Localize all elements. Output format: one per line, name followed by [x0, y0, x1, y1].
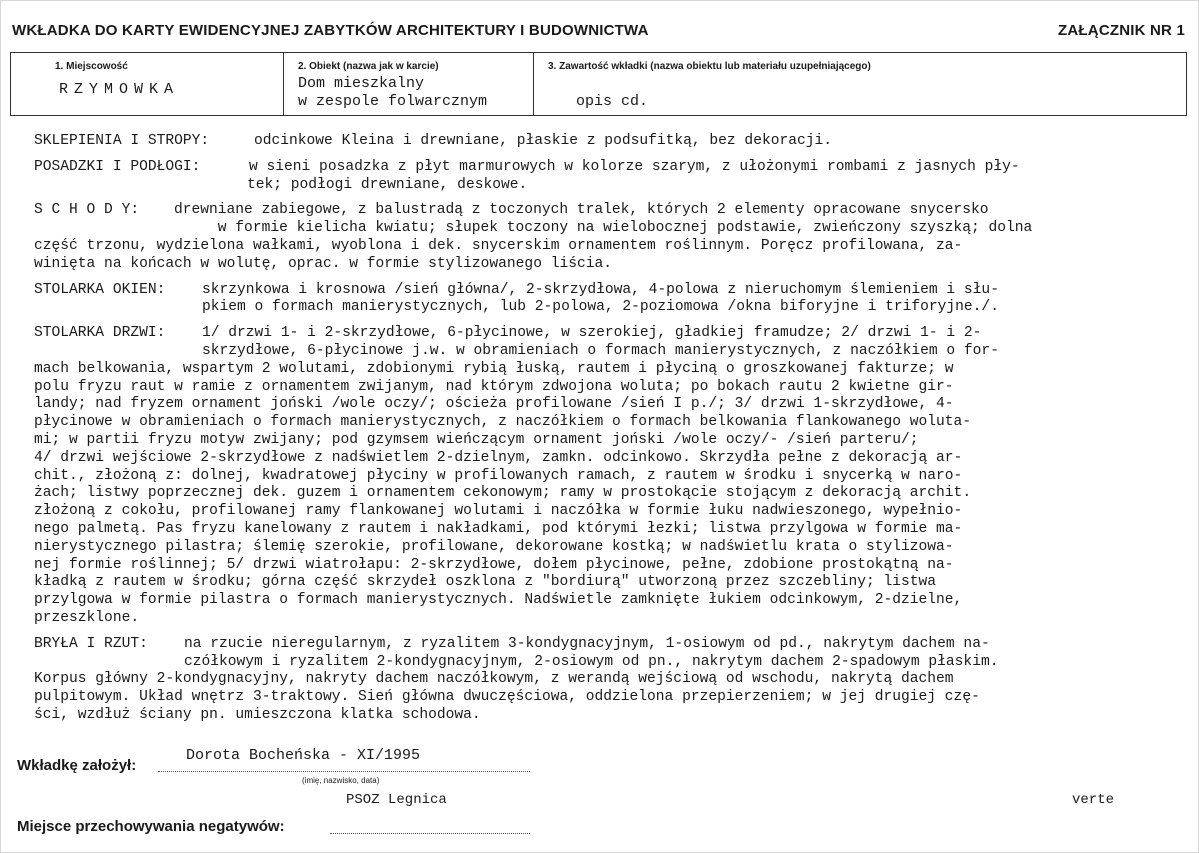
content-label: 3. Zawartość wkładki (nazwa obiektu lub materiału uzupełniającego) — [548, 61, 871, 72]
section-lines — [34, 282, 1158, 318]
section-line: polu fryzu raut w ramie z ornamentem zwijanym, nad którym zdwojona woluta; po bokach rautu 2 kwietne gir- — [34, 378, 954, 395]
negatives-label: Miejsce przechowywania negatywów: — [17, 818, 285, 835]
section-line: czółkowym i ryzalitem 2-kondygnacyjnym, 2-osiowym od pn., nakrytym dachem 2-spadowym płaskim. — [184, 653, 999, 670]
section-line: 1/ drzwi 1- i 2-skrzydłowe, 6-płycinowe, w szerokiej, gładkiej framudze; 2/ drzwi 1- i 2- — [202, 325, 982, 342]
author-dotted-line — [158, 771, 530, 772]
content-value: opis cd. — [576, 93, 649, 110]
section-line: mach belkowania, wspartym 2 wolutami, zdobionymi rybią łuską, rautem i płyciną o groszkowanej fakturze; w — [34, 360, 954, 377]
section-line: przeszklone. — [34, 609, 140, 626]
section-line: winięta na końcach w wolutę, oprac. w formie stylizowanego liścia. — [34, 255, 613, 272]
locality-label: 1. Miejscowość — [55, 61, 128, 72]
verte-note: verte — [1072, 792, 1115, 808]
section-line: ści, wzdłuż ściany pn. umieszczona klatka schodowa. — [34, 706, 481, 723]
attachment-number: ZAŁĄCZNIK NR 1 — [1058, 22, 1185, 39]
section-line: landy; nad fryzem ornament joński /wole oczy/; ościeża profilowane /sień I p./; 3/ drzwi 1-skrzydłowe, 4- — [34, 396, 954, 413]
section-line: pkiem o formach manierystycznych, lub 2-polowa, 2-poziomowa /okna biforyjne i triforyjne./. — [202, 299, 999, 316]
section-line: nej formie roślinnej; 5/ drzwi wiatrołapu: 2-skrzydłowe, dołem płycinowe, pełne, zdobione prostokątną na- — [34, 556, 954, 573]
section-line: nierystycznego pilastra; ślemię szerokie, profilowane, dekorowane kostką; w nadświetlu krata o stylizowa- — [34, 538, 954, 555]
section-lines — [34, 636, 1158, 725]
section-line: tek; podłogi drewniane, deskowe. — [247, 176, 528, 193]
section-line: w formie kielicha kwiatu; słupek toczony na wielobocznej podstawie, zwieńczony szyszką; dolna — [174, 220, 1033, 237]
object-label: 2. Obiekt (nazwa jak w karcie) — [298, 61, 439, 72]
section-line: pulpitowym. Układ wnętrz 3-traktowy. Sień główna dwuczęściowa, oddzielona przepierzeniem; w jej drugiej czę- — [34, 689, 980, 706]
section-heading: POSADZKI I PODŁOGI: — [34, 158, 201, 175]
section-window-joinery — [34, 282, 1158, 318]
object-cell — [284, 53, 534, 115]
section-line: część trzonu, wydzielona wałkami, wyoblona i dek. snycerskim ornamentem roślinnym. Poręcz profilowana, za- — [34, 237, 963, 254]
section-heading: STOLARKA DRZWI: — [34, 325, 166, 342]
author-label: Wkładkę założył: — [17, 757, 137, 774]
section-line: płycinowe w obramieniach o formach manierystycznych, z naczółkiem o formach belkowania flankowanego woluta- — [34, 414, 972, 431]
section-heading: S C H O D Y: — [34, 202, 140, 219]
section-lines — [34, 202, 1158, 273]
section-line: odcinkowe Kleina i drewniane, płaskie z podsufitką, bez dekoracji. — [254, 133, 833, 149]
form-title: WKŁADKA DO KARTY EWIDENCYJNEJ ZABYTKÓW ARCHITEKTURY I BUDOWNICTWA — [12, 22, 649, 39]
section-floors — [34, 159, 1158, 195]
content-cell — [534, 53, 1186, 115]
section-line: na rzucie nieregularnym, z ryzalitem 3-kondygnacyjnym, 1-osiowym od pd., nakrytym dachem na- — [184, 635, 990, 652]
section-line: Korpus główny 2-kondygnacyjny, nakryty dachem naczółkowym, z werandą wejściową od wschodu, nakrytą dachem — [34, 671, 954, 688]
negatives-dotted-line — [330, 833, 530, 834]
section-door-joinery — [34, 325, 1158, 628]
section-line: żach; listwy poprzecznej dek. guzem i ornamentem cekonowym; ramy w prostokącie stojącym z dekoracją archit. — [34, 485, 972, 502]
author-hint: (imię, nazwisko, data) — [302, 776, 380, 785]
section-heading: BRYŁA I RZUT: — [34, 635, 148, 652]
section-line: kładką z rautem w środku; górna część skrzydeł oszklona z "bordiurą" utworzoną przez szczebliny; listwa — [34, 574, 937, 591]
section-line: 4/ drzwi wejściowe 2-skrzydłowe z nadświetlem 2-dzielnym, zamkn. odcinkowo. Skrzydła pełne z dekoracją ar- — [34, 449, 963, 466]
object-value-line-1: Dom mieszkalny — [298, 75, 425, 92]
header-fields-table — [10, 52, 1187, 116]
section-heading: SKLEPIENIA I STROPY: — [34, 133, 210, 149]
object-value — [298, 75, 487, 111]
section-heading: STOLARKA OKIEN: — [34, 281, 166, 298]
section-line: skrzynkowa i krosnowa /sień główna/, 2-skrzydłowa, 4-polowa z nieruchomym ślemieniem i słu- — [202, 281, 999, 298]
section-mass-plan — [34, 636, 1158, 725]
section-line: mi; w partii fryzu motyw zwijany; pod gzymsem wieńczącym ornament joński /wole oczy/- /sień parteru/; — [34, 431, 919, 448]
section-line: drewniane zabiegowe, z balustradą z toczonych tralek, których 2 elementy opracowane snycersko — [174, 202, 989, 219]
section-line: nego palmetą. Pas fryzu kanelowany z rautem i nakładkami, pod którymi łezki; listwa przylgowa w formie ma- — [34, 520, 963, 537]
locality-cell — [11, 53, 284, 115]
section-stairs — [34, 202, 1158, 273]
author-value: Dorota Bocheńska - XI/1995 — [186, 747, 421, 764]
section-line: skrzydłowe, 6-płycinowe j.w. w obramieniach o formach manierystycznych, z naczółkiem o for- — [202, 342, 999, 359]
office-stamp: PSOZ Legnica — [346, 792, 447, 808]
section-line: w sieni posadzka z płyt marmurowych w kolorze szarym, z ułożonymi rombami z jasnych pły- — [249, 158, 1020, 175]
section-line: przylgowa w formie pilastra o formach manierystycznych. Nadświetle zamknięte łukiem odcinkowym, 2-dzielne, — [34, 592, 963, 609]
object-value-line-2: w zespole folwarcznym — [298, 93, 488, 110]
section-lines — [34, 325, 1158, 628]
description-body — [34, 133, 1158, 733]
section-line: złożoną z cokołu, profilowanej ramy flankowanej wolutami i naczółka w formie łuku nadwieszonego, wypełnio- — [34, 503, 963, 520]
locality-value: RZYMOWKA — [59, 81, 180, 98]
section-vaults-ceilings — [34, 133, 1158, 151]
section-line: chit., złożoną z: dolnej, kwadratowej płyciny w profilowanych ramach, z rautem w środku i snycerką w naro- — [34, 467, 963, 484]
section-lines — [34, 159, 1158, 195]
